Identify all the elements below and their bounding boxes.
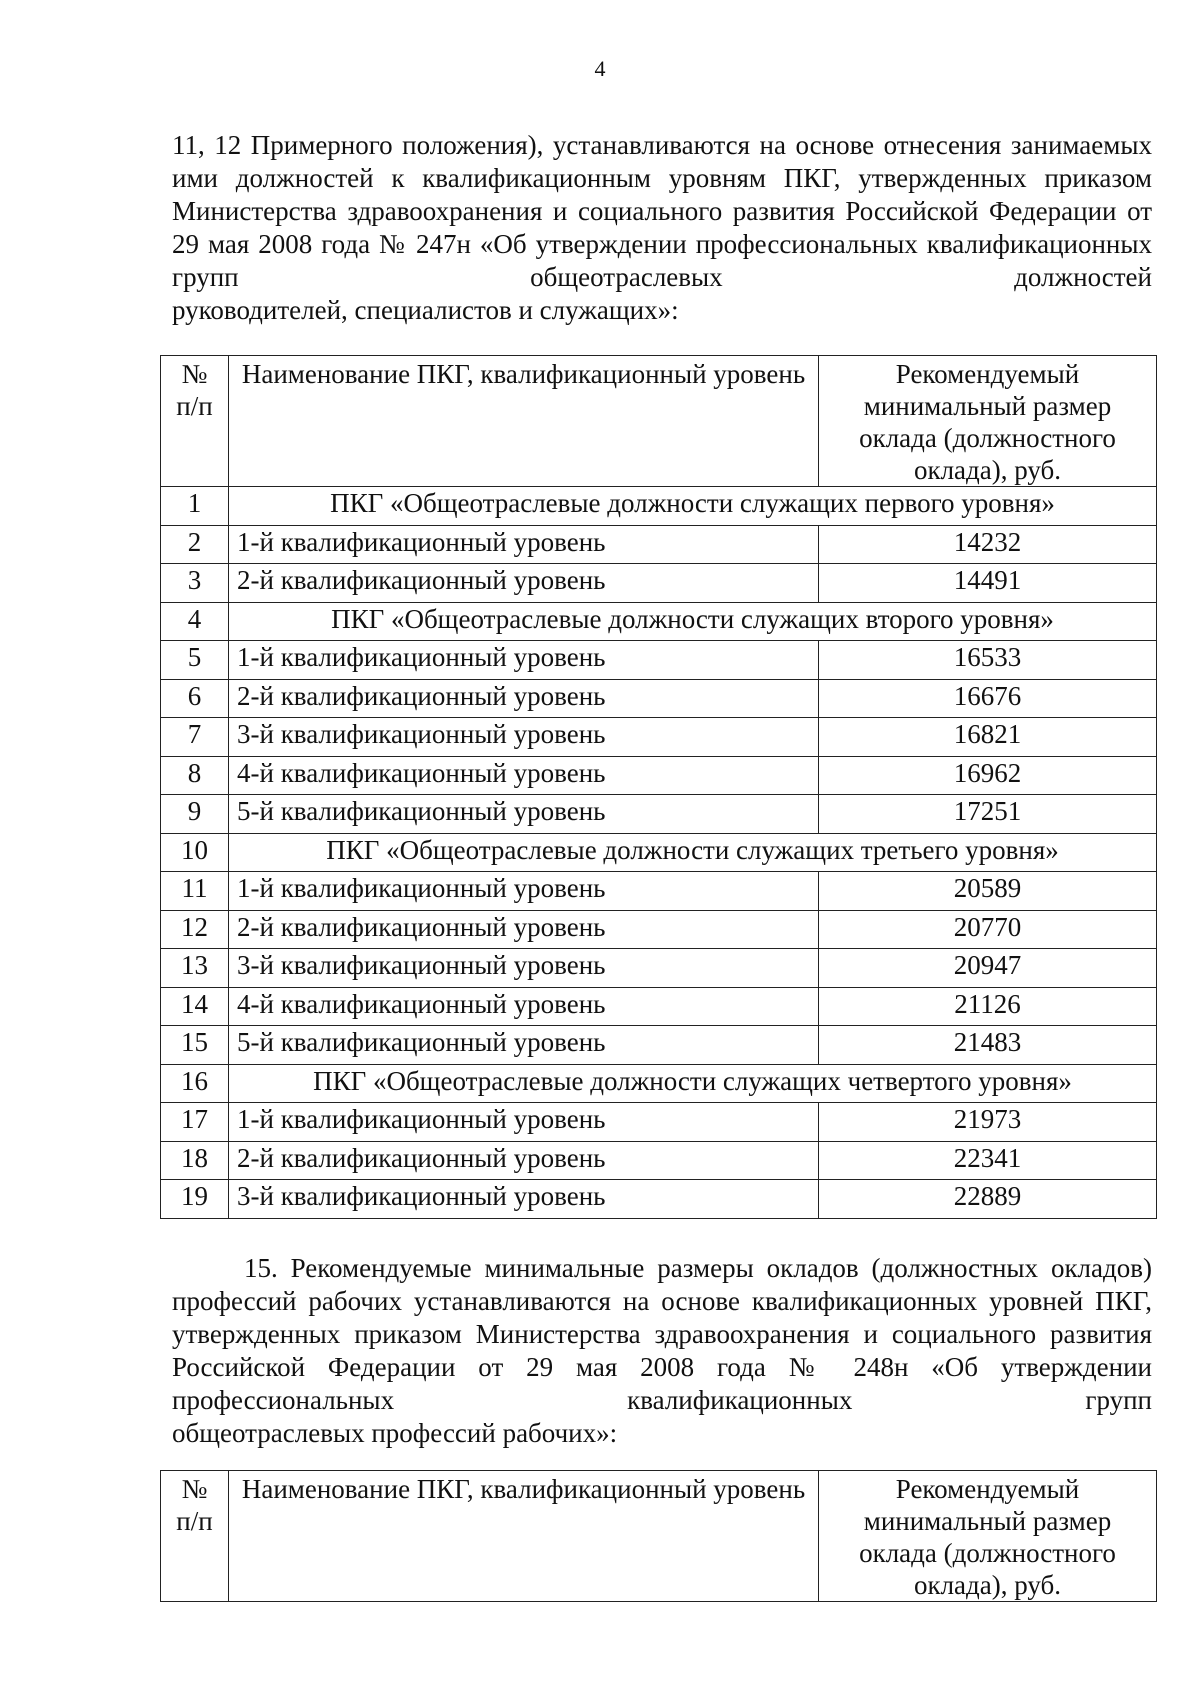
section-15-paragraph xyxy=(172,1252,1152,1450)
table-row xyxy=(161,564,1157,603)
group-title: ПКГ «Общеотраслевые должности служащих четвертого уровня» xyxy=(229,1064,1157,1103)
header-number: № п/п xyxy=(161,356,229,487)
row-number: 16 xyxy=(161,1064,229,1103)
paragraph-last-line: руководителей, специалистов и служащих»: xyxy=(172,295,679,325)
salary-value: 17251 xyxy=(819,795,1157,834)
row-number: 9 xyxy=(161,795,229,834)
salary-value: 20947 xyxy=(819,949,1157,988)
table-row xyxy=(161,1026,1157,1065)
header-name: Наименование ПКГ, квалификационный уровень xyxy=(229,356,819,487)
row-number: 10 xyxy=(161,833,229,872)
salary-value: 16962 xyxy=(819,756,1157,795)
table-row xyxy=(161,718,1157,757)
paragraph-line: 11, 12 Примерного положения), устанавливаются на основе отнесения xyxy=(172,130,1002,160)
row-number: 2 xyxy=(161,525,229,564)
intro-paragraph xyxy=(172,129,1152,327)
level-name: 1-й квалификационный уровень xyxy=(229,641,819,680)
header-value: Рекомендуемый минимальный размер оклада (должностного оклада), руб. xyxy=(819,1471,1157,1602)
salary-value: 21126 xyxy=(819,987,1157,1026)
header-number: № п/п xyxy=(161,1471,229,1602)
salary-value: 14232 xyxy=(819,525,1157,564)
table-row xyxy=(161,949,1157,988)
salary-value: 14491 xyxy=(819,564,1157,603)
level-name: 3-й квалификационный уровень xyxy=(229,718,819,757)
salary-value: 21973 xyxy=(819,1103,1157,1142)
table-row xyxy=(161,1180,1157,1219)
table-group-row xyxy=(161,602,1157,641)
level-name: 1-й квалификационный уровень xyxy=(229,872,819,911)
table-group-row xyxy=(161,1064,1157,1103)
row-number: 19 xyxy=(161,1180,229,1219)
paragraph-line: профессиональных квалификационных групп общеотраслевых должностей xyxy=(172,229,1153,292)
row-number: 4 xyxy=(161,602,229,641)
salary-value: 16533 xyxy=(819,641,1157,680)
paragraph-line: «Об утверждении профессиональных квалификационных групп xyxy=(172,1352,1152,1415)
salary-value: 16676 xyxy=(819,679,1157,718)
table-group-row xyxy=(161,833,1157,872)
table-row xyxy=(161,679,1157,718)
header-name: Наименование ПКГ, квалификационный уровень xyxy=(229,1471,819,1602)
table-row xyxy=(161,910,1157,949)
paragraph-line: утвержденных приказом Министерства здравоохранения и социального xyxy=(172,163,1152,226)
level-name: 2-й квалификационный уровень xyxy=(229,564,819,603)
row-number: 17 xyxy=(161,1103,229,1142)
level-name: 4-й квалификационный уровень xyxy=(229,756,819,795)
row-number: 13 xyxy=(161,949,229,988)
salary-value: 22341 xyxy=(819,1141,1157,1180)
paragraph-line: уровней ПКГ, утвержденных приказом Министерства здравоохранения xyxy=(172,1286,1153,1349)
level-name: 3-й квалификационный уровень xyxy=(229,949,819,988)
table-row xyxy=(161,641,1157,680)
level-name: 3-й квалификационный уровень xyxy=(229,1180,819,1219)
page-number: 4 xyxy=(594,56,606,81)
salary-table-employees xyxy=(160,355,1157,1219)
row-number: 6 xyxy=(161,679,229,718)
salary-value: 22889 xyxy=(819,1180,1157,1219)
table-row xyxy=(161,1141,1157,1180)
salary-table-workers xyxy=(160,1470,1157,1602)
level-name: 5-й квалификационный уровень xyxy=(229,1026,819,1065)
level-name: 2-й квалификационный уровень xyxy=(229,679,819,718)
paragraph-line: занимаемых ими должностей к квалификационным уровням ПКГ, xyxy=(172,130,1153,193)
salary-value: 20770 xyxy=(819,910,1157,949)
group-title: ПКГ «Общеотраслевые должности служащих третьего уровня» xyxy=(229,833,1157,872)
group-title: ПКГ «Общеотраслевые должности служащих первого уровня» xyxy=(229,487,1157,526)
salary-value: 21483 xyxy=(819,1026,1157,1065)
table-row xyxy=(161,795,1157,834)
level-name: 4-й квалификационный уровень xyxy=(229,987,819,1026)
row-number: 8 xyxy=(161,756,229,795)
row-number: 14 xyxy=(161,987,229,1026)
level-name: 1-й квалификационный уровень xyxy=(229,1103,819,1142)
row-number: 7 xyxy=(161,718,229,757)
row-number: 15 xyxy=(161,1026,229,1065)
paragraph-line: и социального развития Российской Федерации от 29 мая 2008 года № 248н xyxy=(172,1319,1152,1382)
row-number: 1 xyxy=(161,487,229,526)
paragraph-line: окладов) профессий рабочих устанавливаются на основе квалификационных xyxy=(172,1253,1152,1316)
table-row xyxy=(161,987,1157,1026)
table-body xyxy=(161,487,1157,1219)
table-row xyxy=(161,756,1157,795)
salary-value: 20589 xyxy=(819,872,1157,911)
row-number: 11 xyxy=(161,872,229,911)
row-number: 5 xyxy=(161,641,229,680)
row-number: 18 xyxy=(161,1141,229,1180)
header-value: Рекомендуемый минимальный размер оклада (должностного оклада), руб. xyxy=(819,356,1157,487)
table-row xyxy=(161,525,1157,564)
row-number: 12 xyxy=(161,910,229,949)
level-name: 2-й квалификационный уровень xyxy=(229,1141,819,1180)
paragraph-line: 15. Рекомендуемые минимальные размеры окладов (должностных xyxy=(244,1253,1039,1283)
table-row xyxy=(161,1103,1157,1142)
row-number: 3 xyxy=(161,564,229,603)
table-group-row xyxy=(161,487,1157,526)
salary-value: 16821 xyxy=(819,718,1157,757)
paragraph-line: развития Российской Федерации от 29 мая 2008 года № 247н «Об утверждении xyxy=(172,196,1153,259)
level-name: 2-й квалификационный уровень xyxy=(229,910,819,949)
table-row xyxy=(161,872,1157,911)
level-name: 1-й квалификационный уровень xyxy=(229,525,819,564)
group-title: ПКГ «Общеотраслевые должности служащих второго уровня» xyxy=(229,602,1157,641)
paragraph-last-line: общеотраслевых профессий рабочих»: xyxy=(172,1418,618,1448)
level-name: 5-й квалификационный уровень xyxy=(229,795,819,834)
